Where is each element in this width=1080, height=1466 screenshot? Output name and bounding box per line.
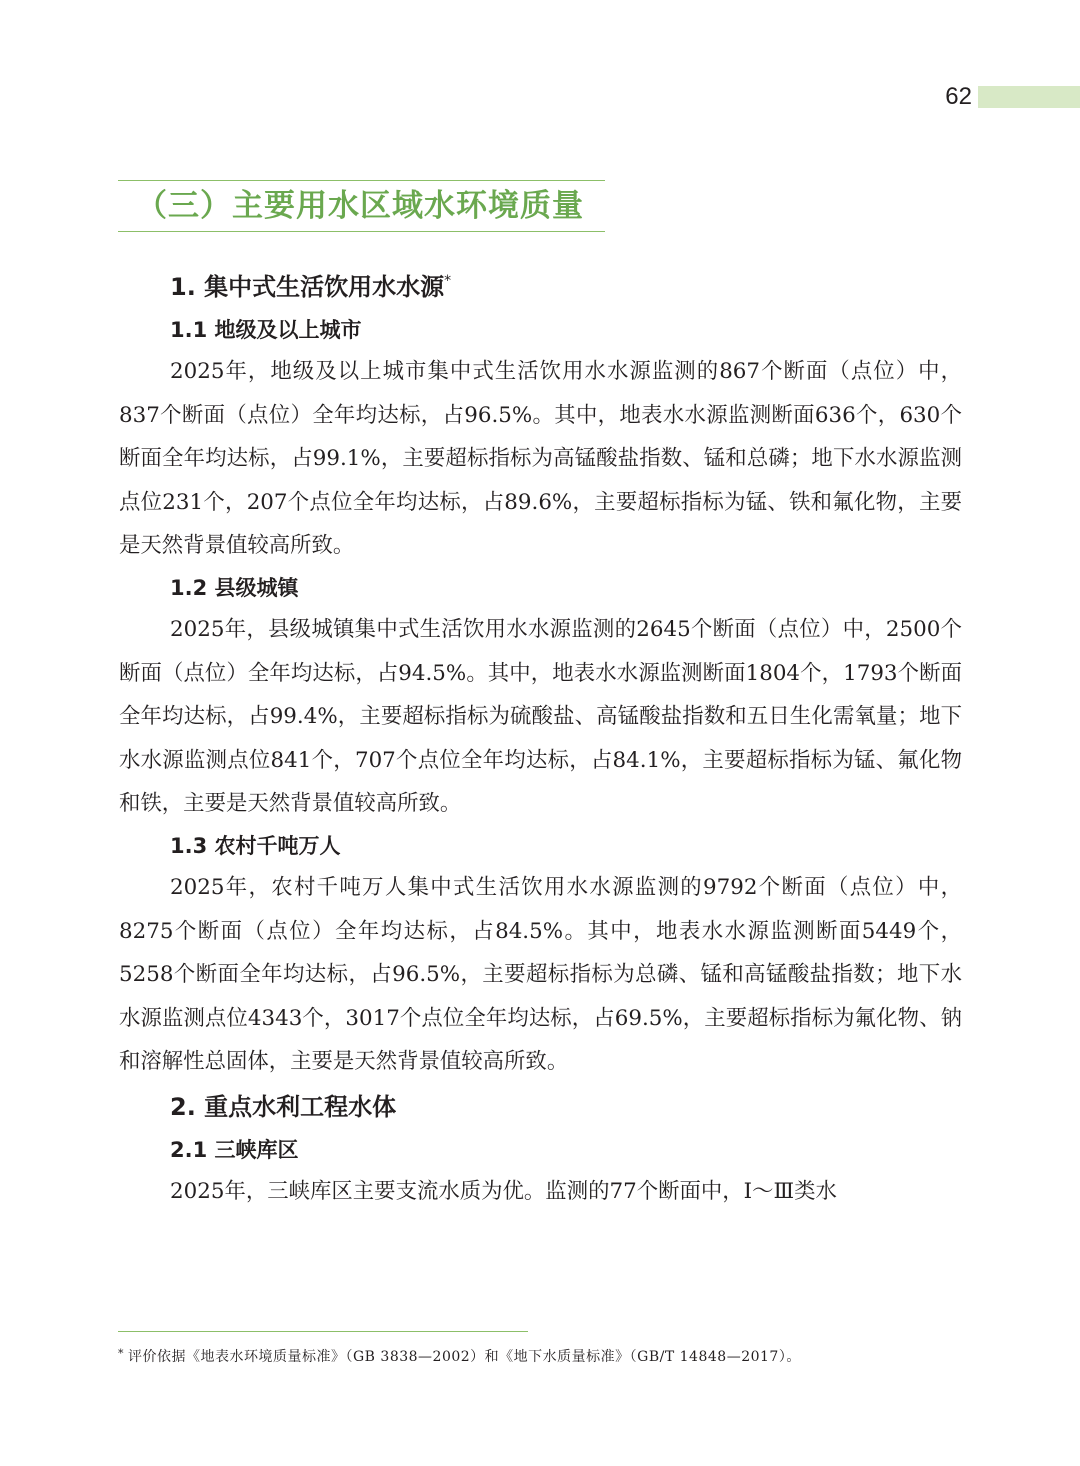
heading-drinking-water-sources	[119, 258, 962, 310]
heading-key-water-projects: 2. 重点水利工程水体	[170, 1092, 397, 1121]
paragraph-three-gorges: 2025年，三峡库区主要支流水质为优。监测的77个断面中，Ⅰ～Ⅲ类水	[170, 1178, 837, 1204]
paragraph-rural-sources: 2025年，农村千吨万人集中式生活饮用水水源监测的9792个断面（点位）中，8275个断面（点位）全年均达标，占84.5%。其中，地表水水源监测断面5449个，5258个断面全年均达标，占96.5%，主要超标指标为总磷、锰和高锰酸盐指数；地下水水源监测点位4343个，3017个点位全年均达标，占69.5%，主要超标指标为氟化物、钠和溶解性总固体，主要是天然背景值较高所致。	[119, 874, 962, 1075]
footnote-marker: *	[118, 1347, 124, 1360]
paragraph-prefecture-cities: 2025年，地级及以上城市集中式生活饮用水水源监测的867个断面（点位）中，837个断面（点位）全年均达标，占96.5%。其中，地表水水源监测断面636个，630个断面全年均达标，占99.1%，主要超标指标为高锰酸盐指数、锰和总磷；地下水水源监测点位231个，207个点位全年均达标，占89.6%，主要超标指标为锰、铁和氟化物，主要是天然背景值较高所致。	[119, 359, 962, 559]
page-number-tab	[978, 86, 1080, 108]
footnote-reference: *	[444, 273, 452, 289]
footnote-text: 评价依据《地表水环境质量标准》（GB 3838—2002）和《地下水质量标准》（GB/T 14848—2017）。	[128, 1349, 801, 1365]
heading-rural-sources: 1.3 农村千吨万人	[170, 833, 341, 858]
main-content	[119, 258, 962, 1214]
paragraph-county-towns: 2025年，县级城镇集中式生活饮用水水源监测的2645个断面（点位）中，2500个断面（点位）全年均达标，占94.5%。其中，地表水水源监测断面1804个，1793个断面全年均达标，占99.4%，主要超标指标为硫酸盐、高锰酸盐指数和五日生化需氧量；地下水水源监测点位841个，707个点位全年均达标，占84.1%，主要超标指标为锰、氟化物和铁，主要是天然背景值较高所致。	[119, 616, 962, 817]
heading-prefecture-cities: 1.1 地级及以上城市	[170, 318, 362, 342]
page-number: 62	[945, 83, 972, 110]
footnote-divider	[118, 1331, 528, 1332]
heading-drinking-water-sources-text: 1. 集中式生活饮用水水源	[170, 273, 445, 301]
section-title: （三）主要用水区域水环境质量	[118, 180, 605, 232]
footnote	[118, 1343, 978, 1368]
heading-three-gorges: 2.1 三峡库区	[170, 1137, 299, 1162]
heading-county-towns: 1.2 县级城镇	[170, 575, 299, 600]
